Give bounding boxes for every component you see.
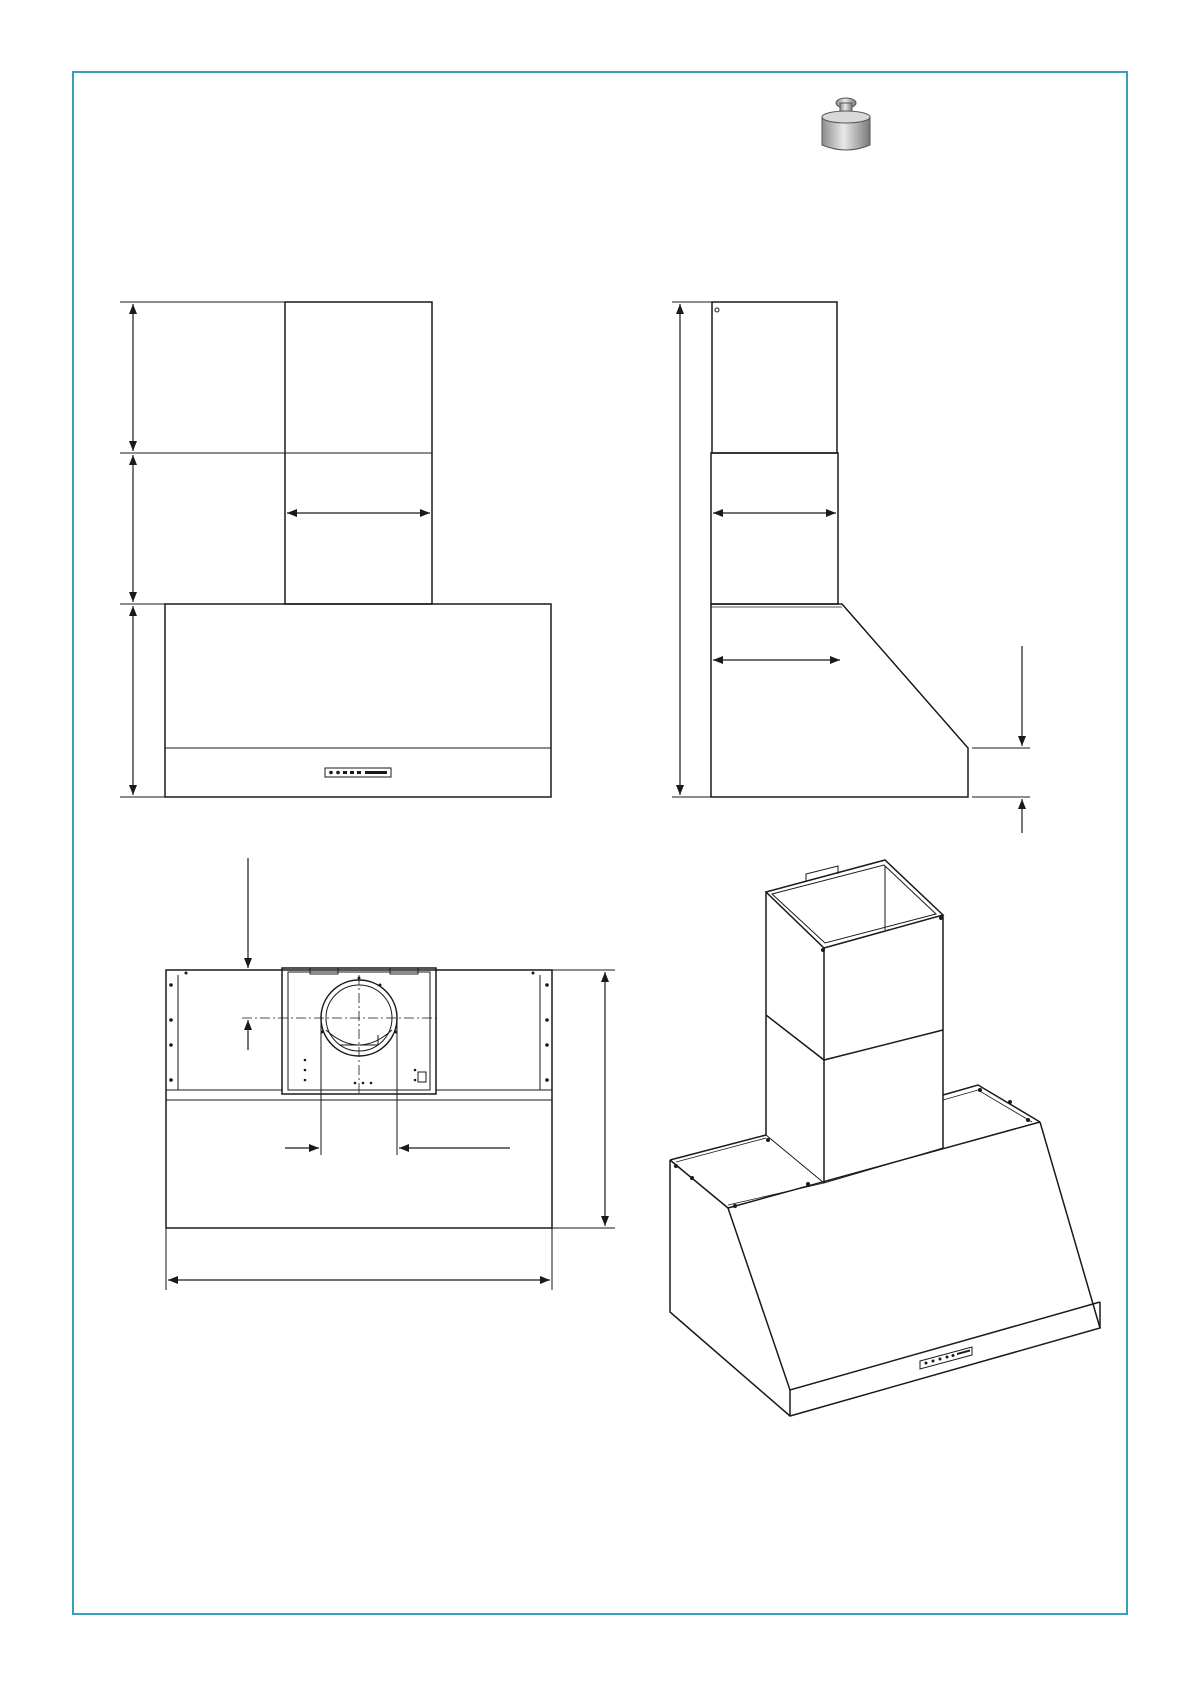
weight-icon	[822, 98, 870, 150]
front-view	[120, 302, 551, 797]
front-panel-buttons	[329, 771, 387, 775]
iso-chimney-lower	[766, 1015, 943, 1183]
top-outer-body	[166, 970, 552, 1228]
side-chimney-upper	[712, 302, 837, 453]
iso-hood-top	[670, 1085, 1040, 1208]
side-view	[672, 302, 1030, 833]
iso-hood-body	[670, 1122, 1100, 1416]
isometric-view	[670, 860, 1100, 1416]
side-hood-profile	[711, 604, 968, 797]
top-view	[166, 858, 615, 1290]
side-chimney-lower	[711, 453, 838, 604]
page-frame	[73, 72, 1127, 1614]
